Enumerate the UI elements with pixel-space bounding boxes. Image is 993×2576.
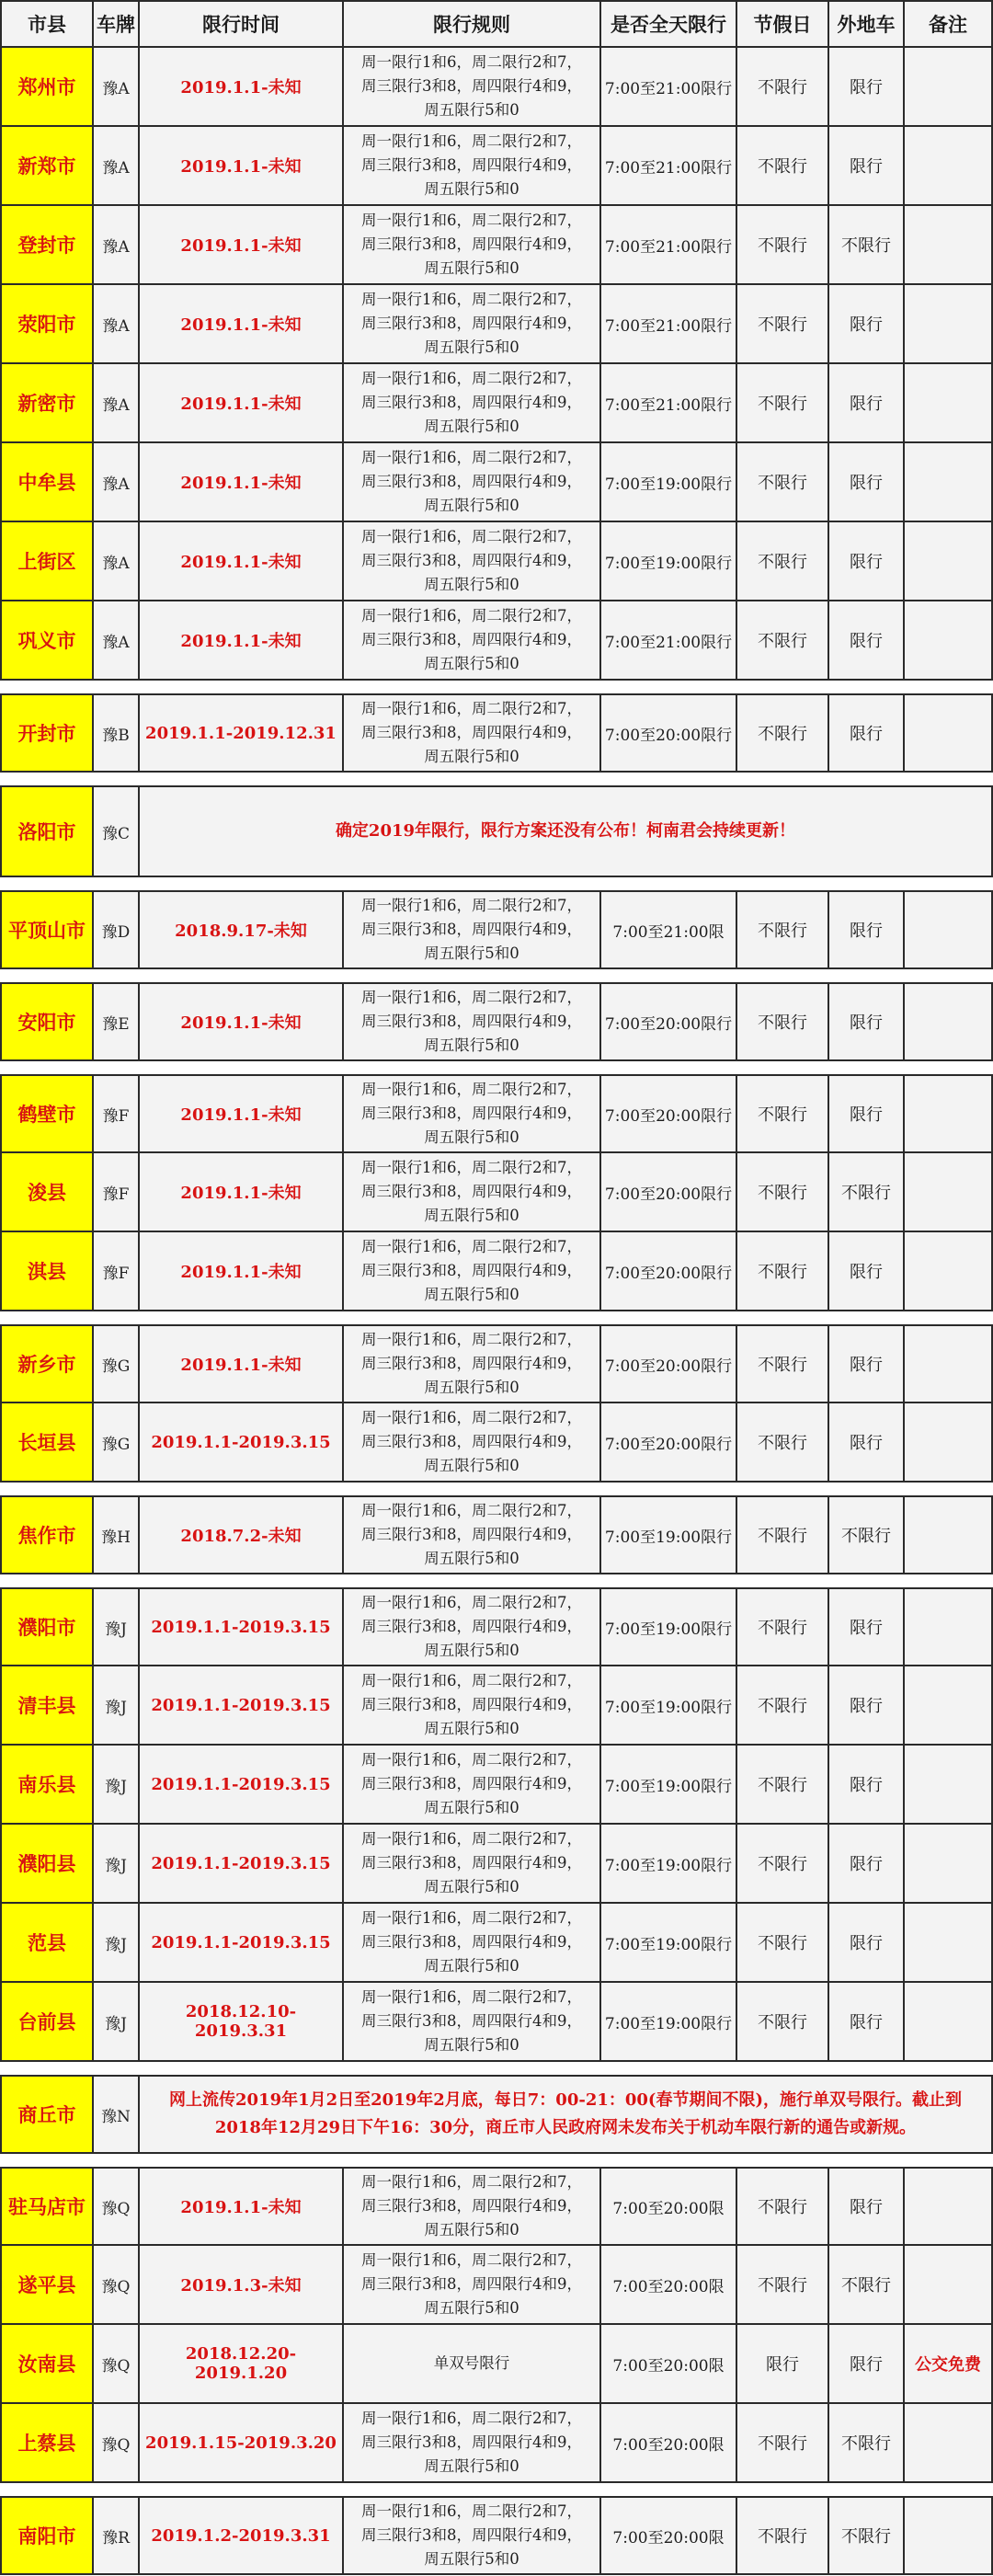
plate-cell: 豫J	[94, 1666, 140, 1746]
note-cell	[905, 127, 993, 206]
note-cell	[905, 601, 993, 681]
hours-cell: 7:00至19:00限行	[601, 443, 737, 522]
period-cell: 2019.1.1-2019.3.15	[140, 1746, 344, 1825]
holiday-cell: 不限行	[737, 693, 829, 773]
note-cell	[905, 1587, 993, 1666]
rule-cell: 周一限行1和6，周二限行2和7， 周三限行3和8，周四限行4和9， 周五限行5和0	[344, 364, 601, 443]
outside-cell: 限行	[829, 1825, 905, 1904]
note-cell	[905, 2246, 993, 2325]
hours-cell: 7:00至19:00限行	[601, 1587, 737, 1666]
rule-cell: 周一限行1和6，周二限行2和7， 周三限行3和8，周四限行4和9， 周五限行5和0	[344, 982, 601, 1061]
holiday-cell: 不限行	[737, 1403, 829, 1483]
rule-cell: 周一限行1和6，周二限行2和7， 周三限行3和8，周四限行4和9， 周五限行5和0	[344, 2404, 601, 2483]
outside-cell: 不限行	[829, 2246, 905, 2325]
plate-cell: 豫J	[94, 1983, 140, 2062]
city-cell: 巩义市	[0, 601, 94, 681]
period-cell: 2019.1.1-2019.3.15	[140, 1825, 344, 1904]
column-header-note: 备注	[905, 0, 993, 48]
holiday-cell: 不限行	[737, 1587, 829, 1666]
rule-cell: 周一限行1和6，周二限行2和7， 周三限行3和8，周四限行4和9， 周五限行5和0	[344, 1403, 601, 1483]
city-cell: 新密市	[0, 364, 94, 443]
outside-cell: 限行	[829, 522, 905, 601]
holiday-cell: 不限行	[737, 890, 829, 969]
city-cell: 南乐县	[0, 1746, 94, 1825]
period-cell: 2019.1.1-未知	[140, 48, 344, 127]
period-cell: 2018.9.17-未知	[140, 890, 344, 969]
outside-cell: 限行	[829, 2167, 905, 2246]
period-cell: 2019.1.1-2019.3.15	[140, 1904, 344, 1983]
rule-cell: 周一限行1和6，周二限行2和7， 周三限行3和8，周四限行4和9， 周五限行5和0	[344, 1153, 601, 1232]
plate-cell: 豫F	[94, 1074, 140, 1153]
plate-cell: 豫A	[94, 48, 140, 127]
plate-cell: 豫Q	[94, 2167, 140, 2246]
period-cell: 2018.7.2-未知	[140, 1495, 344, 1574]
holiday-cell: 不限行	[737, 364, 829, 443]
holiday-cell: 不限行	[737, 206, 829, 285]
plate-cell: 豫A	[94, 443, 140, 522]
plate-cell: 豫A	[94, 601, 140, 681]
outside-cell: 限行	[829, 1746, 905, 1825]
hours-cell: 7:00至20:00限	[601, 2404, 737, 2483]
hours-cell: 7:00至20:00限	[601, 2325, 737, 2404]
rule-cell: 周一限行1和6，周二限行2和7， 周三限行3和8，周四限行4和9， 周五限行5和0	[344, 1495, 601, 1574]
period-cell: 2019.1.1-未知	[140, 443, 344, 522]
column-header-outside: 外地车	[829, 0, 905, 48]
city-cell: 中牟县	[0, 443, 94, 522]
hours-cell: 7:00至20:00限行	[601, 1403, 737, 1483]
notice-cell: 网上流传2019年1月2日至2019年2月底，每日7：00-21：00(春节期间不限)，施行单双号限行。截止到2018年12月29日下午16：30分，商丘市人民政府网未发布关于机动车限行新的通告或新规。	[140, 2075, 993, 2154]
hours-cell: 7:00至21:00限行	[601, 206, 737, 285]
note-cell	[905, 1983, 993, 2062]
plate-cell: 豫F	[94, 1232, 140, 1311]
rule-cell: 周一限行1和6，周二限行2和7， 周三限行3和8，周四限行4和9， 周五限行5和0	[344, 522, 601, 601]
plate-cell: 豫J	[94, 1825, 140, 1904]
rule-cell: 周一限行1和6，周二限行2和7， 周三限行3和8，周四限行4和9， 周五限行5和0	[344, 1983, 601, 2062]
period-cell: 2019.1.1-未知	[140, 601, 344, 681]
note-cell	[905, 1495, 993, 1574]
holiday-cell: 不限行	[737, 1324, 829, 1403]
rule-cell: 周一限行1和6，周二限行2和7， 周三限行3和8，周四限行4和9， 周五限行5和0	[344, 285, 601, 364]
outside-cell: 限行	[829, 127, 905, 206]
city-cell: 安阳市	[0, 982, 94, 1061]
hours-cell: 7:00至19:00限行	[601, 1495, 737, 1574]
city-cell: 汝南县	[0, 2325, 94, 2404]
hours-cell: 7:00至19:00限行	[601, 1746, 737, 1825]
plate-cell: 豫J	[94, 1587, 140, 1666]
note-cell	[905, 1153, 993, 1232]
column-header-city: 市县	[0, 0, 94, 48]
hours-cell: 7:00至21:00限行	[601, 48, 737, 127]
period-cell: 2019.1.2-2019.3.31	[140, 2496, 344, 2575]
note-cell	[905, 2404, 993, 2483]
note-cell	[905, 982, 993, 1061]
holiday-cell: 不限行	[737, 443, 829, 522]
outside-cell: 不限行	[829, 1153, 905, 1232]
period-cell: 2019.1.1-未知	[140, 1074, 344, 1153]
note-cell	[905, 2496, 993, 2575]
note-cell	[905, 1232, 993, 1311]
plate-cell: 豫F	[94, 1153, 140, 1232]
outside-cell: 限行	[829, 1403, 905, 1483]
hours-cell: 7:00至19:00限行	[601, 1825, 737, 1904]
city-cell: 濮阳市	[0, 1587, 94, 1666]
period-cell: 2018.12.10-2019.3.31	[140, 1983, 344, 2062]
hours-cell: 7:00至19:00限行	[601, 522, 737, 601]
note-cell: 公交免费	[905, 2325, 993, 2404]
hours-cell: 7:00至20:00限	[601, 2167, 737, 2246]
period-cell: 2019.1.1-2019.3.15	[140, 1403, 344, 1483]
hours-cell: 7:00至19:00限行	[601, 1666, 737, 1746]
note-cell	[905, 522, 993, 601]
period-cell: 2019.1.1-未知	[140, 982, 344, 1061]
plate-cell: 豫Q	[94, 2325, 140, 2404]
period-cell: 2019.1.1-未知	[140, 1153, 344, 1232]
holiday-cell: 不限行	[737, 48, 829, 127]
city-cell: 淇县	[0, 1232, 94, 1311]
city-cell: 长垣县	[0, 1403, 94, 1483]
plate-cell: 豫D	[94, 890, 140, 969]
plate-cell: 豫N	[94, 2075, 140, 2154]
column-header-period: 限行时间	[140, 0, 344, 48]
notice-cell: 确定2019年限行，限行方案还没有公布！柯南君会持续更新！	[140, 785, 993, 877]
outside-cell: 限行	[829, 443, 905, 522]
rule-cell: 周一限行1和6，周二限行2和7， 周三限行3和8，周四限行4和9， 周五限行5和0	[344, 1232, 601, 1311]
outside-cell: 限行	[829, 1324, 905, 1403]
holiday-cell: 不限行	[737, 2496, 829, 2575]
city-cell: 台前县	[0, 1983, 94, 2062]
city-cell: 焦作市	[0, 1495, 94, 1574]
city-cell: 浚县	[0, 1153, 94, 1232]
rule-cell: 周一限行1和6，周二限行2和7， 周三限行3和8，周四限行4和9， 周五限行5和0	[344, 601, 601, 681]
rule-cell: 周一限行1和6，周二限行2和7， 周三限行3和8，周四限行4和9， 周五限行5和0	[344, 2167, 601, 2246]
outside-cell: 限行	[829, 364, 905, 443]
hours-cell: 7:00至20:00限行	[601, 982, 737, 1061]
rule-cell: 周一限行1和6，周二限行2和7， 周三限行3和8，周四限行4和9， 周五限行5和0	[344, 1904, 601, 1983]
outside-cell: 限行	[829, 48, 905, 127]
rule-cell: 单双号限行	[344, 2325, 601, 2404]
column-header-hours: 是否全天限行	[601, 0, 737, 48]
hours-cell: 7:00至21:00限行	[601, 127, 737, 206]
hours-cell: 7:00至21:00限行	[601, 601, 737, 681]
note-cell	[905, 693, 993, 773]
city-cell: 清丰县	[0, 1666, 94, 1746]
outside-cell: 不限行	[829, 206, 905, 285]
holiday-cell: 不限行	[737, 982, 829, 1061]
city-cell: 新郑市	[0, 127, 94, 206]
outside-cell: 不限行	[829, 1495, 905, 1574]
city-cell: 洛阳市	[0, 785, 94, 877]
period-cell: 2019.1.1-未知	[140, 285, 344, 364]
holiday-cell: 不限行	[737, 1746, 829, 1825]
holiday-cell: 不限行	[737, 1074, 829, 1153]
plate-cell: 豫G	[94, 1403, 140, 1483]
holiday-cell: 不限行	[737, 127, 829, 206]
city-cell: 郑州市	[0, 48, 94, 127]
city-cell: 遂平县	[0, 2246, 94, 2325]
city-cell: 南阳市	[0, 2496, 94, 2575]
rule-cell: 周一限行1和6，周二限行2和7， 周三限行3和8，周四限行4和9， 周五限行5和0	[344, 1825, 601, 1904]
rule-cell: 周一限行1和6，周二限行2和7， 周三限行3和8，周四限行4和9， 周五限行5和0	[344, 1587, 601, 1666]
hours-cell: 7:00至19:00限行	[601, 1904, 737, 1983]
holiday-cell: 不限行	[737, 1825, 829, 1904]
rule-cell: 周一限行1和6，周二限行2和7， 周三限行3和8，周四限行4和9， 周五限行5和0	[344, 1074, 601, 1153]
holiday-cell: 不限行	[737, 1983, 829, 2062]
plate-cell: 豫G	[94, 1324, 140, 1403]
plate-cell: 豫A	[94, 206, 140, 285]
hours-cell: 7:00至21:00限行	[601, 364, 737, 443]
period-cell: 2019.1.1-未知	[140, 522, 344, 601]
note-cell	[905, 1666, 993, 1746]
rule-cell: 周一限行1和6，周二限行2和7， 周三限行3和8，周四限行4和9， 周五限行5和0	[344, 1666, 601, 1746]
outside-cell: 限行	[829, 1983, 905, 2062]
column-header-plate: 车牌	[94, 0, 140, 48]
note-cell	[905, 364, 993, 443]
hours-cell: 7:00至20:00限	[601, 2246, 737, 2325]
plate-cell: 豫J	[94, 1746, 140, 1825]
city-cell: 平顶山市	[0, 890, 94, 969]
outside-cell: 限行	[829, 601, 905, 681]
note-cell	[905, 1324, 993, 1403]
period-cell: 2019.1.15-2019.3.20	[140, 2404, 344, 2483]
holiday-cell: 不限行	[737, 1904, 829, 1983]
hours-cell: 7:00至20:00限行	[601, 1074, 737, 1153]
hours-cell: 7:00至20:00限行	[601, 1153, 737, 1232]
period-cell: 2019.1.1-未知	[140, 1324, 344, 1403]
hours-cell: 7:00至19:00限行	[601, 1983, 737, 2062]
plate-cell: 豫B	[94, 693, 140, 773]
note-cell	[905, 443, 993, 522]
column-header-holiday: 节假日	[737, 0, 829, 48]
city-cell: 开封市	[0, 693, 94, 773]
holiday-cell: 不限行	[737, 1232, 829, 1311]
outside-cell: 限行	[829, 285, 905, 364]
holiday-cell: 不限行	[737, 1153, 829, 1232]
note-cell	[905, 1746, 993, 1825]
outside-cell: 限行	[829, 1232, 905, 1311]
holiday-cell: 限行	[737, 2325, 829, 2404]
note-cell	[905, 48, 993, 127]
period-cell: 2019.1.1-未知	[140, 206, 344, 285]
note-cell	[905, 1904, 993, 1983]
plate-cell: 豫E	[94, 982, 140, 1061]
rule-cell: 周一限行1和6，周二限行2和7， 周三限行3和8，周四限行4和9， 周五限行5和0	[344, 127, 601, 206]
hours-cell: 7:00至20:00限行	[601, 693, 737, 773]
outside-cell: 不限行	[829, 2496, 905, 2575]
plate-cell: 豫A	[94, 364, 140, 443]
outside-cell: 限行	[829, 2325, 905, 2404]
city-cell: 登封市	[0, 206, 94, 285]
city-cell: 范县	[0, 1904, 94, 1983]
plate-cell: 豫A	[94, 127, 140, 206]
holiday-cell: 不限行	[737, 522, 829, 601]
holiday-cell: 不限行	[737, 2167, 829, 2246]
city-cell: 商丘市	[0, 2075, 94, 2154]
period-cell: 2019.1.1-未知	[140, 1232, 344, 1311]
rule-cell: 周一限行1和6，周二限行2和7， 周三限行3和8，周四限行4和9， 周五限行5和0	[344, 48, 601, 127]
rule-cell: 周一限行1和6，周二限行2和7， 周三限行3和8，周四限行4和9， 周五限行5和0	[344, 1746, 601, 1825]
rule-cell: 周一限行1和6，周二限行2和7， 周三限行3和8，周四限行4和9， 周五限行5和0	[344, 2246, 601, 2325]
note-cell	[905, 1403, 993, 1483]
hours-cell: 7:00至21:00限行	[601, 285, 737, 364]
holiday-cell: 不限行	[737, 2404, 829, 2483]
city-cell: 新乡市	[0, 1324, 94, 1403]
rule-cell: 周一限行1和6，周二限行2和7， 周三限行3和8，周四限行4和9， 周五限行5和0	[344, 443, 601, 522]
holiday-cell: 不限行	[737, 1666, 829, 1746]
hours-cell: 7:00至20:00限行	[601, 1324, 737, 1403]
plate-cell: 豫C	[94, 785, 140, 877]
rule-cell: 周一限行1和6，周二限行2和7， 周三限行3和8，周四限行4和9， 周五限行5和0	[344, 890, 601, 969]
note-cell	[905, 1074, 993, 1153]
note-cell	[905, 206, 993, 285]
outside-cell: 限行	[829, 1587, 905, 1666]
plate-cell: 豫R	[94, 2496, 140, 2575]
outside-cell: 限行	[829, 1904, 905, 1983]
period-cell: 2019.1.1-2019.3.15	[140, 1666, 344, 1746]
outside-cell: 限行	[829, 890, 905, 969]
note-cell	[905, 1825, 993, 1904]
city-cell: 驻马店市	[0, 2167, 94, 2246]
outside-cell: 限行	[829, 693, 905, 773]
holiday-cell: 不限行	[737, 2246, 829, 2325]
rule-cell: 周一限行1和6，周二限行2和7， 周三限行3和8，周四限行4和9， 周五限行5和0	[344, 1324, 601, 1403]
rule-cell: 周一限行1和6，周二限行2和7， 周三限行3和8，周四限行4和9， 周五限行5和0	[344, 693, 601, 773]
holiday-cell: 不限行	[737, 285, 829, 364]
hours-cell: 7:00至20:00限	[601, 2496, 737, 2575]
hours-cell: 7:00至20:00限行	[601, 1232, 737, 1311]
period-cell: 2019.1.1-2019.3.15	[140, 1587, 344, 1666]
plate-cell: 豫Q	[94, 2404, 140, 2483]
period-cell: 2019.1.1-未知	[140, 2167, 344, 2246]
holiday-cell: 不限行	[737, 1495, 829, 1574]
note-cell	[905, 890, 993, 969]
outside-cell: 不限行	[829, 2404, 905, 2483]
city-cell: 上蔡县	[0, 2404, 94, 2483]
plate-cell: 豫A	[94, 285, 140, 364]
city-cell: 荥阳市	[0, 285, 94, 364]
period-cell: 2018.12.20-2019.1.20	[140, 2325, 344, 2404]
period-cell: 2019.1.1-2019.12.31	[140, 693, 344, 773]
plate-cell: 豫Q	[94, 2246, 140, 2325]
plate-cell: 豫H	[94, 1495, 140, 1574]
note-cell	[905, 285, 993, 364]
plate-cell: 豫A	[94, 522, 140, 601]
outside-cell: 限行	[829, 982, 905, 1061]
column-header-rule: 限行规则	[344, 0, 601, 48]
rule-cell: 周一限行1和6，周二限行2和7， 周三限行3和8，周四限行4和9， 周五限行5和0	[344, 2496, 601, 2575]
holiday-cell: 不限行	[737, 601, 829, 681]
period-cell: 2019.1.1-未知	[140, 127, 344, 206]
rule-cell: 周一限行1和6，周二限行2和7， 周三限行3和8，周四限行4和9， 周五限行5和0	[344, 206, 601, 285]
outside-cell: 限行	[829, 1666, 905, 1746]
note-cell	[905, 2167, 993, 2246]
city-cell: 濮阳县	[0, 1825, 94, 1904]
period-cell: 2019.1.3-未知	[140, 2246, 344, 2325]
city-cell: 鹤壁市	[0, 1074, 94, 1153]
hours-cell: 7:00至21:00限	[601, 890, 737, 969]
outside-cell: 限行	[829, 1074, 905, 1153]
plate-cell: 豫J	[94, 1904, 140, 1983]
period-cell: 2019.1.1-未知	[140, 364, 344, 443]
city-cell: 上街区	[0, 522, 94, 601]
